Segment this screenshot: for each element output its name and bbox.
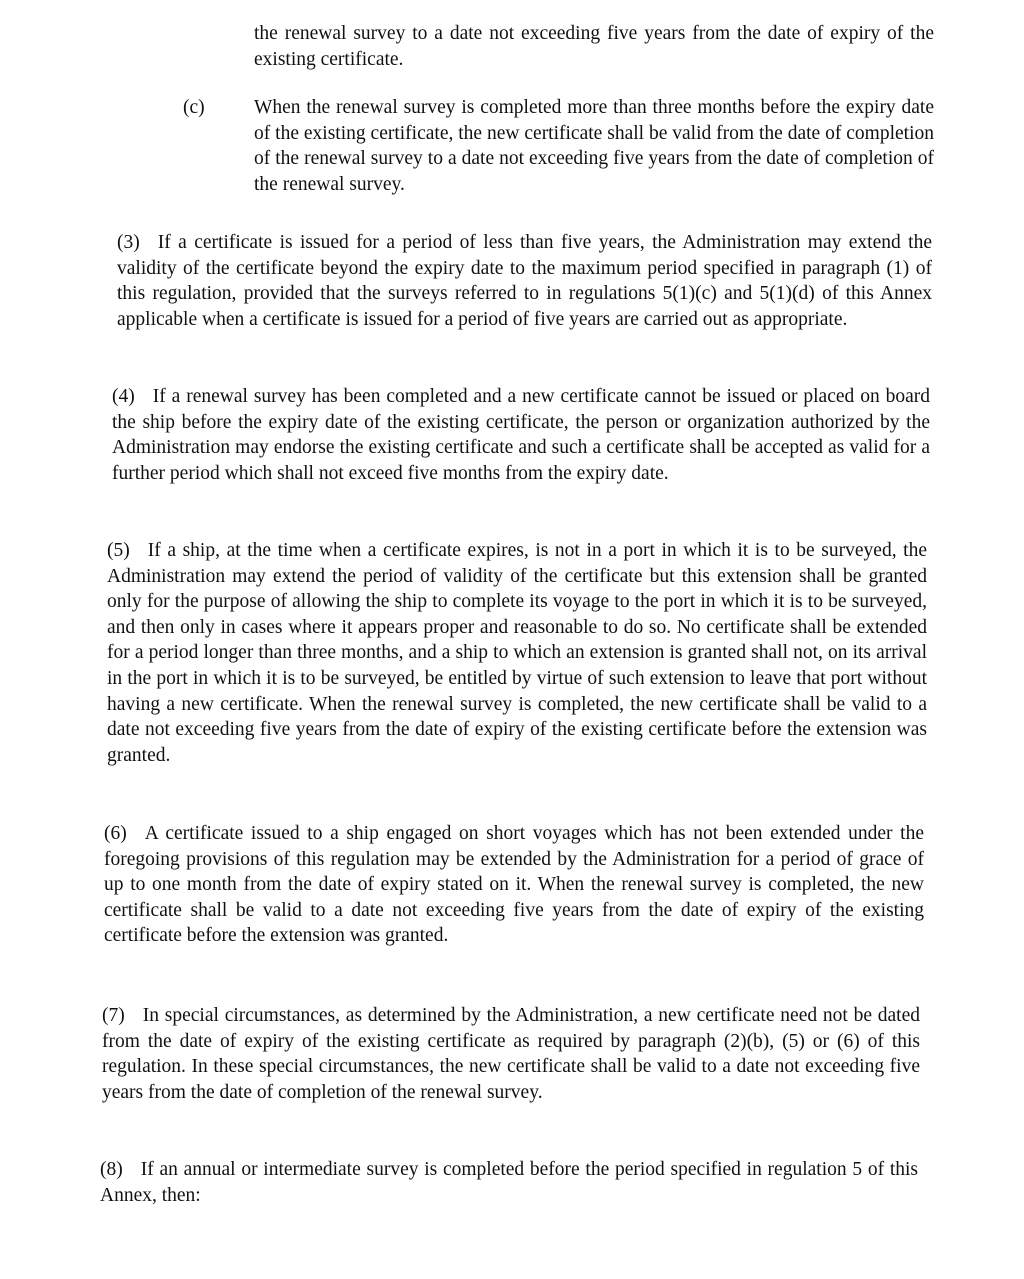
paragraph-text: A certificate issued to a ship engaged on short voyages which has not been extended under the foregoing provisions of this regulation may be extended by the Administration for a period of grace of up to one month from the date of expiry stated on it. When the renewal survey is completed, the new certificate shall be valid to a date not exceeding five years from the date of expiry of the existing certificate before the extension was granted. [104,823,924,947]
paragraph-number: (8) [100,1159,123,1180]
paragraph-3 [117,230,932,332]
paragraph-text: If a ship, at the time when a certificate expires, is not in a port in which it is to be surveyed, the Administration may extend the period of validity of the certificate but this extension shall be granted only for the purpose of allowing the ship to complete its voyage to the port in which it is to be surveyed, and then only in cases where it appears proper and reasonable to do so. No certificate shall be extended for a period longer than three months, and a ship to which an extension is granted shall not, on its arrival in the port in which it is to be surveyed, be entitled by virtue of such extension to leave that port without having a new certificate. When the renewal survey is completed, the new certificate shall be valid to a date not exceeding five years from the date of expiry of the existing certificate before the extension was granted. [107,540,927,766]
paragraph-5 [107,538,927,768]
paragraph-number: (6) [104,823,127,844]
paragraph-number: (5) [107,540,130,561]
continuation-paragraph [254,21,934,72]
item-c-text: When the renewal survey is completed more than three months before the expiry date of the existing certificate, the new certificate shall be valid from the date of completion of the renewal survey to a date not exceeding five years from the date of completion of the renewal survey. [254,97,934,195]
paragraph-number: (3) [117,232,140,253]
continuation-text: the renewal survey to a date not exceeding five years from the date of expiry of the existing certificate. [254,23,934,70]
paragraph-text: If an annual or intermediate survey is completed before the period specified in regulation 5 of this Annex, then: [100,1159,918,1206]
paragraph-text: If a renewal survey has been completed and a new certificate cannot be issued or placed on board the ship before the expiry date of the existing certificate, the person or organization authorized by the Administration may endorse the existing certificate and such a certificate shall be accepted as valid for a further period which shall not exceed five months from the expiry date. [112,386,930,484]
paragraph-number: (7) [102,1005,125,1026]
paragraph-8 [100,1157,918,1208]
paragraph-text: If a certificate is issued for a period of less than five years, the Administration may extend the validity of the certificate beyond the expiry date to the maximum period specified in paragraph (1) of this regulation, provided that the surveys referred to in regulations 5(1)(c) and 5(1)(d) of this Annex applicable when a certificate is issued for a period of five years are carried out as appropriate. [117,232,932,330]
paragraph-text: In special circumstances, as determined by the Administration, a new certificate need not be dated from the date of expiry of the existing certificate as required by paragraph (2)(b), (5) or (6) of this regulation. In these special circumstances, the new certificate shall be valid to a date not exceeding five years from the date of completion of the renewal survey. [102,1005,920,1103]
paragraph-number: (4) [112,386,135,407]
item-c-label: (c) [183,97,205,118]
paragraph-4 [112,384,930,486]
paragraph-7 [102,1003,920,1105]
paragraph-6 [104,821,924,949]
